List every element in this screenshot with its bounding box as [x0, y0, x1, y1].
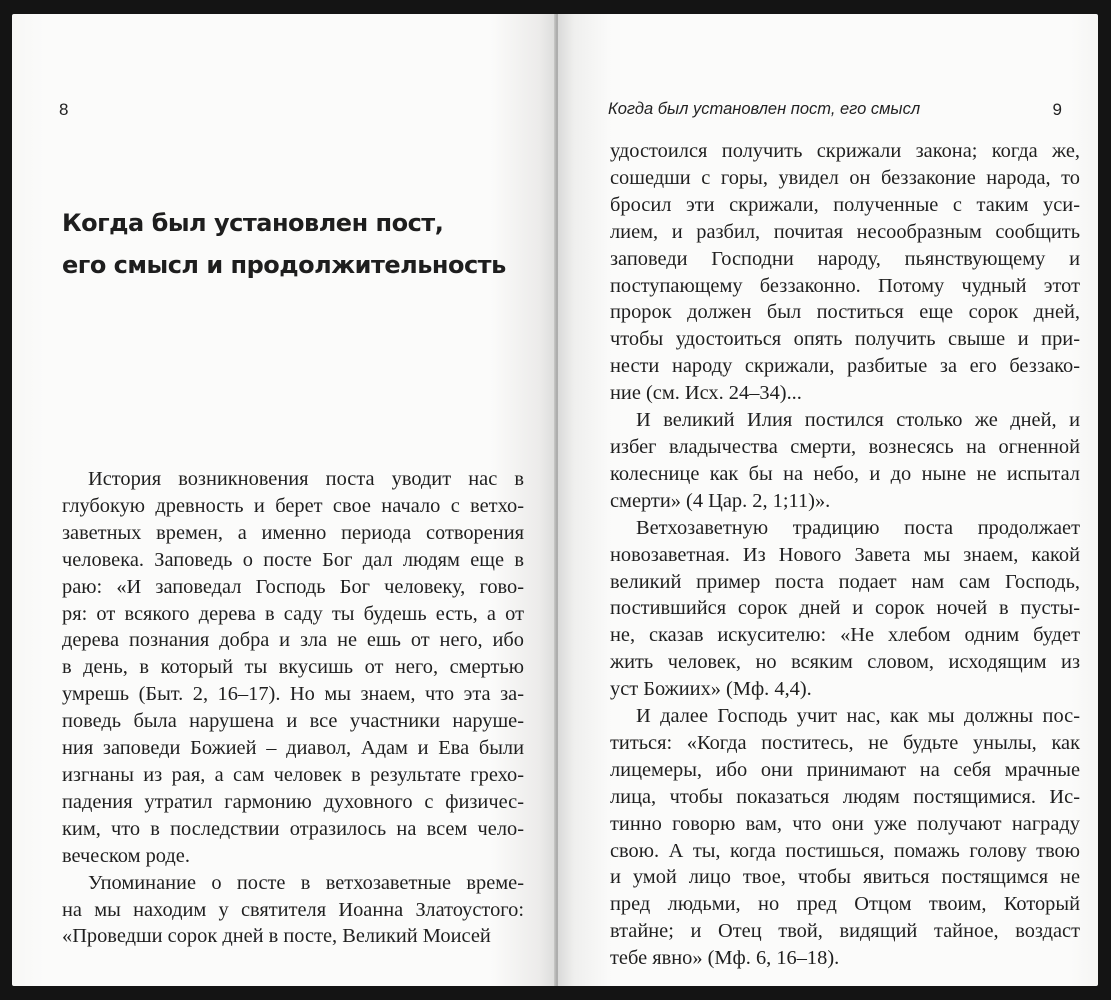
text-line: втайне; и Отец твой, видящий тайное, воздаст [610, 920, 1080, 943]
text-line: в день, в который ты вкусишь от него, смертью [62, 656, 524, 679]
paragraph [62, 466, 524, 870]
text-line: заветных времен, а именно периода сотворения [62, 521, 524, 544]
left-page [12, 14, 556, 986]
text-line: И далее Господь учит нас, как мы должны пос- [636, 705, 1080, 728]
text-line: И великий Илия постился столько же дней, и [636, 409, 1080, 432]
chapter-title-line: его смысл и продолжительность [62, 251, 506, 279]
text-line: свою. А ты, когда постишься, помажь голову твою [610, 839, 1080, 862]
paragraph [62, 870, 524, 951]
page-number-right: 9 [1052, 100, 1062, 119]
left-body-text [62, 466, 524, 950]
text-line: заповеди Господни народу, пьянствующему и [610, 247, 1080, 270]
right-page [558, 14, 1098, 986]
text-line: тинно говорю вам, что они уже получают награду [610, 812, 1080, 835]
text-line: сошедши с горы, увидел он беззаконие народа, то [610, 166, 1080, 189]
text-line: дерева познания добра и зла не ешь от него, ибо [62, 629, 524, 652]
text-line: человека. Заповедь о посте Бог дал людям еще в [62, 548, 524, 571]
paragraph [610, 703, 1080, 972]
text-line: ния заповеди Божией – диавол, Адам и Ева были [62, 737, 524, 760]
text-line: изгнаны из рая, а сам человек в результате грехо- [62, 763, 524, 786]
text-line: удостоился получить скрижали закона; когда же, [610, 140, 1080, 162]
text-line: избег владычества смерти, вознесясь на огненной [610, 435, 1080, 458]
text-line: чтобы удостоиться опять получить свыше и при- [610, 328, 1080, 351]
paragraph [610, 407, 1080, 515]
text-line: глубокую древность и берет свое начало с ветхо- [62, 494, 524, 517]
paragraph [610, 515, 1080, 703]
text-line: на мы находим у святителя Иоанна Златоустого: [62, 898, 524, 921]
text-line: ние (см. Исх. 24–34)... [610, 382, 802, 405]
text-line: веческом роде. [62, 844, 190, 867]
text-line: ря: от всякого дерева в саду ты будешь есть, а от [62, 602, 524, 625]
text-line: тебе явно» (Мф. 6, 16–18). [610, 947, 840, 970]
text-line: жить человек, но всяким словом, исходящим из [610, 651, 1080, 674]
text-line: лица, чтобы показаться людям постящимися. Ис- [610, 785, 1080, 808]
text-line: умрешь (Быт. 2, 16–17). Но мы знаем, что эта за- [62, 683, 524, 706]
text-line: «Проведши сорок дней в посте, Великий Моисей [62, 925, 491, 948]
text-line: нести народу скрижали, разбитые за его беззако- [610, 355, 1080, 378]
text-line: падения утратил гармонию духовного с физичес- [62, 790, 524, 813]
text-line: великий пример поста подает нам сам Господь, [610, 570, 1080, 593]
text-line: Ветхозаветную традицию поста продолжает [636, 516, 1080, 539]
text-line: Упоминание о посте в ветхозаветные време- [88, 871, 524, 894]
text-line: лицемеры, ибо они принимают на себя мрачные [610, 758, 1080, 781]
text-line: поступающему беззаконно. Потому чудный этот [610, 274, 1080, 297]
text-line: не, сказав искусителю: «Не хлебом одним будет [610, 624, 1080, 647]
text-line: смерти» (4 Цар. 2, 1;11)». [610, 489, 831, 512]
text-line: пророк должен был поститься еще сорок дней, [610, 301, 1080, 324]
paragraph [610, 138, 1080, 407]
text-line: лием, и разбил, почитая несообразным сообщить [610, 220, 1080, 243]
right-body-text [610, 138, 1080, 972]
page-number-left: 8 [59, 100, 69, 119]
chapter-title [62, 202, 532, 286]
text-line: ким, что в последствии отразилось на всем чело- [62, 817, 524, 840]
chapter-title-line: Когда был установлен пост, [62, 209, 444, 237]
text-line: бросил эти скрижали, полученные с таким уси- [610, 193, 1080, 216]
text-line: титься: «Когда поститесь, не будьте унылы, как [610, 731, 1080, 754]
text-line: новозаветная. Из Нового Завета мы знаем, какой [610, 543, 1080, 566]
text-line: колеснице как бы на небо, и до ныне не испытал [610, 462, 1080, 485]
running-head: Когда был установлен пост, его смысл [608, 100, 921, 118]
text-line: постившийся сорок дней и сорок ночей в пусты- [610, 597, 1080, 620]
text-line: уст Божиих» (Мф. 4,4). [610, 678, 812, 701]
text-line: поведь была нарушена и все участники наруше- [62, 710, 524, 733]
text-line: раю: «И заповедал Господь Бог человеку, гово- [62, 575, 524, 598]
text-line: и умой лицо твое, чтобы явиться постящимся не [610, 866, 1080, 889]
text-line: История возникновения поста уводит нас в [88, 468, 524, 490]
text-line: пред людьми, но пред Отцом твоим, Который [610, 893, 1080, 916]
